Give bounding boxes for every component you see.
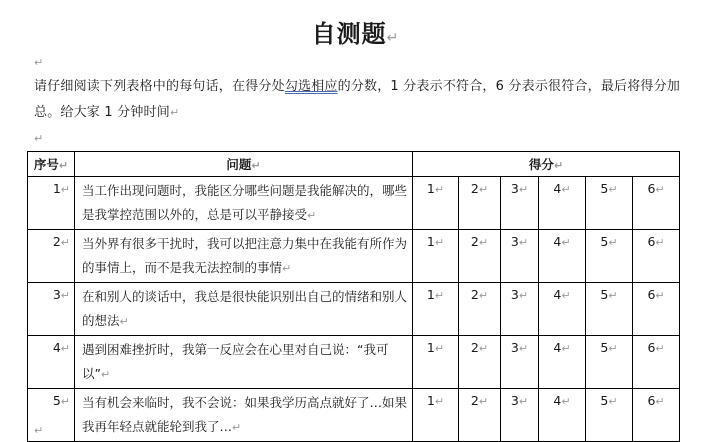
paragraph-mark-icon: ↵ bbox=[34, 424, 44, 437]
table-row bbox=[28, 336, 680, 389]
score-option[interactable]: 4↵ bbox=[539, 389, 586, 442]
score-option[interactable]: 4↵ bbox=[539, 230, 586, 283]
score-option[interactable]: 6↵ bbox=[633, 283, 680, 336]
table-header-row bbox=[28, 152, 680, 177]
question-text: 在和别人的谈话中，我总是很快能识别出自己的情绪和别人的想法↵ bbox=[75, 283, 413, 336]
score-option[interactable]: 5↵ bbox=[586, 177, 633, 230]
header-question: 问题↵ bbox=[75, 152, 413, 177]
intro-text-after: 的分数，1 分表示不符合，6 分表示很符合，最后将得分加总。给大家 1 分钟时间 bbox=[34, 79, 681, 120]
score-option[interactable]: 4↵ bbox=[539, 283, 586, 336]
score-option[interactable]: 2↵ bbox=[459, 336, 501, 389]
row-number: 1↵ bbox=[28, 177, 75, 230]
score-option[interactable]: 1↵ bbox=[413, 336, 459, 389]
score-option[interactable]: 5↵ bbox=[586, 336, 633, 389]
score-option[interactable]: 6↵ bbox=[633, 336, 680, 389]
score-option[interactable]: 3↵ bbox=[501, 177, 539, 230]
table-row bbox=[28, 283, 680, 336]
self-test-table bbox=[27, 151, 680, 442]
question-text: 当有机会来临时，我不会说：如果我学历高点就好了…如果我再年轻点就能轮到我了…↵ bbox=[75, 389, 413, 442]
intro-text-before: 请仔细阅读下列表格中的每句话，在得分处 bbox=[34, 79, 285, 94]
row-number: 5↵ bbox=[28, 389, 75, 442]
score-option[interactable]: 2↵ bbox=[459, 230, 501, 283]
header-num: 序号↵ bbox=[28, 152, 75, 177]
score-option[interactable]: 1↵ bbox=[413, 283, 459, 336]
score-option[interactable]: 1↵ bbox=[413, 230, 459, 283]
score-option[interactable]: 5↵ bbox=[586, 230, 633, 283]
score-option[interactable]: 3↵ bbox=[501, 336, 539, 389]
score-option[interactable]: 1↵ bbox=[413, 177, 459, 230]
paragraph-mark-icon: ↵ bbox=[34, 56, 44, 69]
score-option[interactable]: 2↵ bbox=[459, 389, 501, 442]
table-row bbox=[28, 389, 680, 442]
grammar-marked-text: 勾选相应 bbox=[284, 79, 338, 94]
intro-paragraph bbox=[34, 74, 684, 126]
row-number: 4↵ bbox=[28, 336, 75, 389]
score-option[interactable]: 6↵ bbox=[633, 230, 680, 283]
score-option[interactable]: 5↵ bbox=[586, 283, 633, 336]
row-number: 3↵ bbox=[28, 283, 75, 336]
score-option[interactable]: 4↵ bbox=[539, 336, 586, 389]
score-option[interactable]: 5↵ bbox=[586, 389, 633, 442]
score-option[interactable]: 2↵ bbox=[459, 177, 501, 230]
paragraph-mark-icon: ↵ bbox=[386, 30, 400, 46]
score-option[interactable]: 2↵ bbox=[459, 283, 501, 336]
score-option[interactable]: 3↵ bbox=[501, 230, 539, 283]
score-option[interactable]: 4↵ bbox=[539, 177, 586, 230]
question-text: 遇到困难挫折时，我第一反应会在心里对自己说：“我可以”↵ bbox=[75, 336, 413, 389]
question-text: 当工作出现问题时，我能区分哪些问题是我能解决的，哪些是我掌控范围以外的，总是可以平静接受↵ bbox=[75, 177, 413, 230]
row-number: 2↵ bbox=[28, 230, 75, 283]
score-option[interactable]: 6↵ bbox=[633, 389, 680, 442]
paragraph-mark-icon: ↵ bbox=[169, 106, 180, 119]
question-text: 当外界有很多干扰时，我可以把注意力集中在我能有所作为的事情上，而不是我无法控制的事情↵ bbox=[75, 230, 413, 283]
page-title bbox=[0, 14, 711, 49]
paragraph-mark-icon: ↵ bbox=[34, 132, 44, 145]
score-option[interactable]: 1↵ bbox=[413, 389, 459, 442]
score-option[interactable]: 3↵ bbox=[501, 389, 539, 442]
header-score: 得分↵ bbox=[413, 152, 680, 177]
score-option[interactable]: 6↵ bbox=[633, 177, 680, 230]
score-option[interactable]: 3↵ bbox=[501, 283, 539, 336]
table-row bbox=[28, 230, 680, 283]
title-text: 自测题 bbox=[311, 20, 387, 48]
table-body bbox=[28, 177, 680, 442]
table-row bbox=[28, 177, 680, 230]
